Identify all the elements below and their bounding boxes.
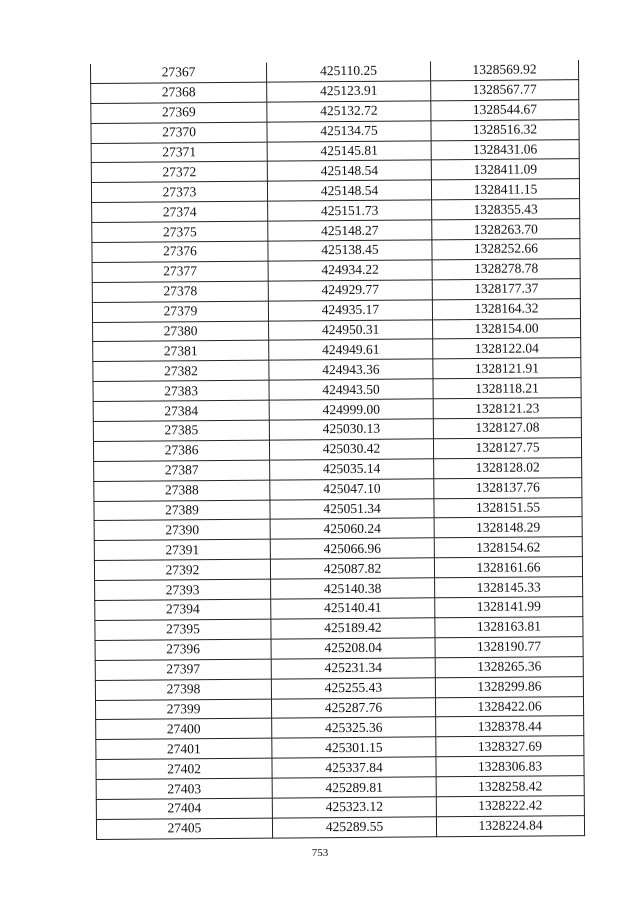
x-coordinate-cell: 424999.00	[269, 399, 433, 420]
point-id-cell: 27383	[93, 380, 269, 401]
y-coordinate-cell: 1328263.70	[432, 219, 580, 240]
y-coordinate-cell: 1328327.69	[436, 736, 584, 757]
coordinate-table-body	[90, 60, 584, 839]
point-id-cell: 27385	[93, 420, 269, 441]
page-number: 753	[311, 847, 329, 859]
x-coordinate-cell: 425325.36	[272, 717, 436, 738]
x-coordinate-cell: 425289.81	[272, 777, 436, 798]
x-coordinate-cell: 425134.75	[267, 120, 431, 141]
coordinate-table	[90, 60, 585, 840]
y-coordinate-cell: 1328121.91	[433, 358, 581, 379]
point-id-cell: 27369	[91, 102, 267, 123]
y-coordinate-cell: 1328411.15	[431, 179, 579, 200]
x-coordinate-cell: 425051.34	[270, 498, 434, 519]
point-id-cell: 27397	[95, 659, 271, 680]
point-id-cell: 27403	[96, 778, 272, 799]
point-id-cell: 27391	[94, 539, 270, 560]
point-id-cell: 27374	[92, 201, 268, 222]
y-coordinate-cell: 1328122.04	[433, 338, 581, 359]
x-coordinate-cell: 425337.84	[272, 757, 436, 778]
x-coordinate-cell: 425138.45	[268, 240, 432, 261]
x-coordinate-cell: 424934.22	[268, 260, 432, 281]
x-coordinate-cell: 425208.04	[271, 638, 435, 659]
point-id-cell: 27402	[96, 758, 272, 779]
y-coordinate-cell: 1328148.29	[434, 517, 582, 538]
table-row	[96, 815, 584, 839]
y-coordinate-cell: 1328151.55	[434, 497, 582, 518]
x-coordinate-cell: 424943.36	[269, 359, 433, 380]
point-id-cell: 27390	[94, 520, 270, 541]
x-coordinate-cell: 425087.82	[270, 558, 434, 579]
point-id-cell: 27389	[94, 500, 270, 521]
point-id-cell: 27377	[92, 261, 268, 282]
y-coordinate-cell: 1328177.37	[432, 278, 580, 299]
point-id-cell: 27401	[96, 738, 272, 759]
y-coordinate-cell: 1328355.43	[432, 199, 580, 220]
point-id-cell: 27399	[95, 699, 271, 720]
point-id-cell: 27400	[96, 718, 272, 739]
point-id-cell: 27367	[90, 63, 266, 84]
point-id-cell: 27371	[91, 142, 267, 163]
point-id-cell: 27381	[93, 341, 269, 362]
y-coordinate-cell: 1328431.06	[431, 139, 579, 160]
point-id-cell: 27392	[94, 559, 270, 580]
y-coordinate-cell: 1328121.23	[433, 398, 581, 419]
x-coordinate-cell: 425060.24	[270, 518, 434, 539]
x-coordinate-cell: 425148.54	[267, 180, 431, 201]
y-coordinate-cell: 1328252.66	[432, 239, 580, 260]
y-coordinate-cell: 1328154.00	[433, 318, 581, 339]
x-coordinate-cell: 425301.15	[272, 737, 436, 758]
coordinate-table-container	[90, 60, 584, 840]
point-id-cell: 27373	[91, 181, 267, 202]
x-coordinate-cell: 425148.54	[267, 160, 431, 181]
y-coordinate-cell: 1328411.09	[431, 159, 579, 180]
point-id-cell: 27384	[93, 400, 269, 421]
y-coordinate-cell: 1328224.84	[436, 815, 584, 836]
x-coordinate-cell: 425145.81	[267, 140, 431, 161]
y-coordinate-cell: 1328306.83	[436, 756, 584, 777]
point-id-cell: 27375	[92, 221, 268, 242]
x-coordinate-cell: 424943.50	[269, 379, 433, 400]
y-coordinate-cell: 1328222.42	[436, 796, 584, 817]
x-coordinate-cell: 425140.38	[271, 578, 435, 599]
y-coordinate-cell: 1328569.92	[430, 60, 578, 81]
x-coordinate-cell: 424929.77	[268, 280, 432, 301]
point-id-cell: 27386	[93, 440, 269, 461]
point-id-cell: 27370	[91, 122, 267, 143]
x-coordinate-cell: 425132.72	[267, 101, 431, 122]
x-coordinate-cell: 425140.41	[271, 598, 435, 619]
point-id-cell: 27387	[94, 460, 270, 481]
y-coordinate-cell: 1328127.75	[433, 438, 581, 459]
point-id-cell: 27393	[95, 579, 271, 600]
y-coordinate-cell: 1328422.06	[435, 696, 583, 717]
point-id-cell: 27396	[95, 639, 271, 660]
x-coordinate-cell: 425030.42	[269, 439, 433, 460]
point-id-cell: 27379	[92, 301, 268, 322]
x-coordinate-cell: 425035.14	[270, 459, 434, 480]
x-coordinate-cell: 425151.73	[268, 200, 432, 221]
point-id-cell: 27380	[93, 321, 269, 342]
point-id-cell: 27395	[95, 619, 271, 640]
x-coordinate-cell: 425289.55	[272, 817, 436, 838]
y-coordinate-cell: 1328128.02	[434, 457, 582, 478]
y-coordinate-cell: 1328161.66	[434, 557, 582, 578]
x-coordinate-cell: 424949.61	[269, 339, 433, 360]
y-coordinate-cell: 1328137.76	[434, 477, 582, 498]
x-coordinate-cell: 424950.31	[269, 319, 433, 340]
x-coordinate-cell: 425287.76	[271, 697, 435, 718]
point-id-cell: 27376	[92, 241, 268, 262]
x-coordinate-cell: 425066.96	[270, 538, 434, 559]
x-coordinate-cell: 425231.34	[271, 658, 435, 679]
y-coordinate-cell: 1328258.42	[436, 776, 584, 797]
y-coordinate-cell: 1328378.44	[436, 716, 584, 737]
point-id-cell: 27388	[94, 480, 270, 501]
y-coordinate-cell: 1328163.81	[435, 617, 583, 638]
point-id-cell: 27378	[92, 281, 268, 302]
y-coordinate-cell: 1328190.77	[435, 636, 583, 657]
x-coordinate-cell: 425189.42	[271, 618, 435, 639]
y-coordinate-cell: 1328118.21	[433, 378, 581, 399]
x-coordinate-cell: 425123.91	[267, 81, 431, 102]
x-coordinate-cell: 425148.27	[268, 220, 432, 241]
y-coordinate-cell: 1328145.33	[435, 577, 583, 598]
x-coordinate-cell: 425030.13	[269, 419, 433, 440]
point-id-cell: 27405	[96, 818, 272, 839]
y-coordinate-cell: 1328516.32	[431, 119, 579, 140]
x-coordinate-cell: 424935.17	[268, 300, 432, 321]
x-coordinate-cell: 425323.12	[272, 797, 436, 818]
point-id-cell: 27368	[91, 82, 267, 103]
point-id-cell: 27398	[95, 679, 271, 700]
x-coordinate-cell: 425255.43	[271, 677, 435, 698]
y-coordinate-cell: 1328141.99	[435, 597, 583, 618]
y-coordinate-cell: 1328164.32	[432, 298, 580, 319]
point-id-cell: 27404	[96, 798, 272, 819]
point-id-cell: 27372	[91, 162, 267, 183]
y-coordinate-cell: 1328567.77	[431, 80, 579, 101]
y-coordinate-cell: 1328299.86	[435, 676, 583, 697]
y-coordinate-cell: 1328278.78	[432, 259, 580, 280]
point-id-cell: 27382	[93, 360, 269, 381]
y-coordinate-cell: 1328154.62	[434, 537, 582, 558]
y-coordinate-cell: 1328265.36	[435, 656, 583, 677]
y-coordinate-cell: 1328127.08	[433, 418, 581, 439]
y-coordinate-cell: 1328544.67	[431, 99, 579, 120]
point-id-cell: 27394	[95, 599, 271, 620]
x-coordinate-cell: 425110.25	[266, 61, 430, 82]
x-coordinate-cell: 425047.10	[270, 479, 434, 500]
